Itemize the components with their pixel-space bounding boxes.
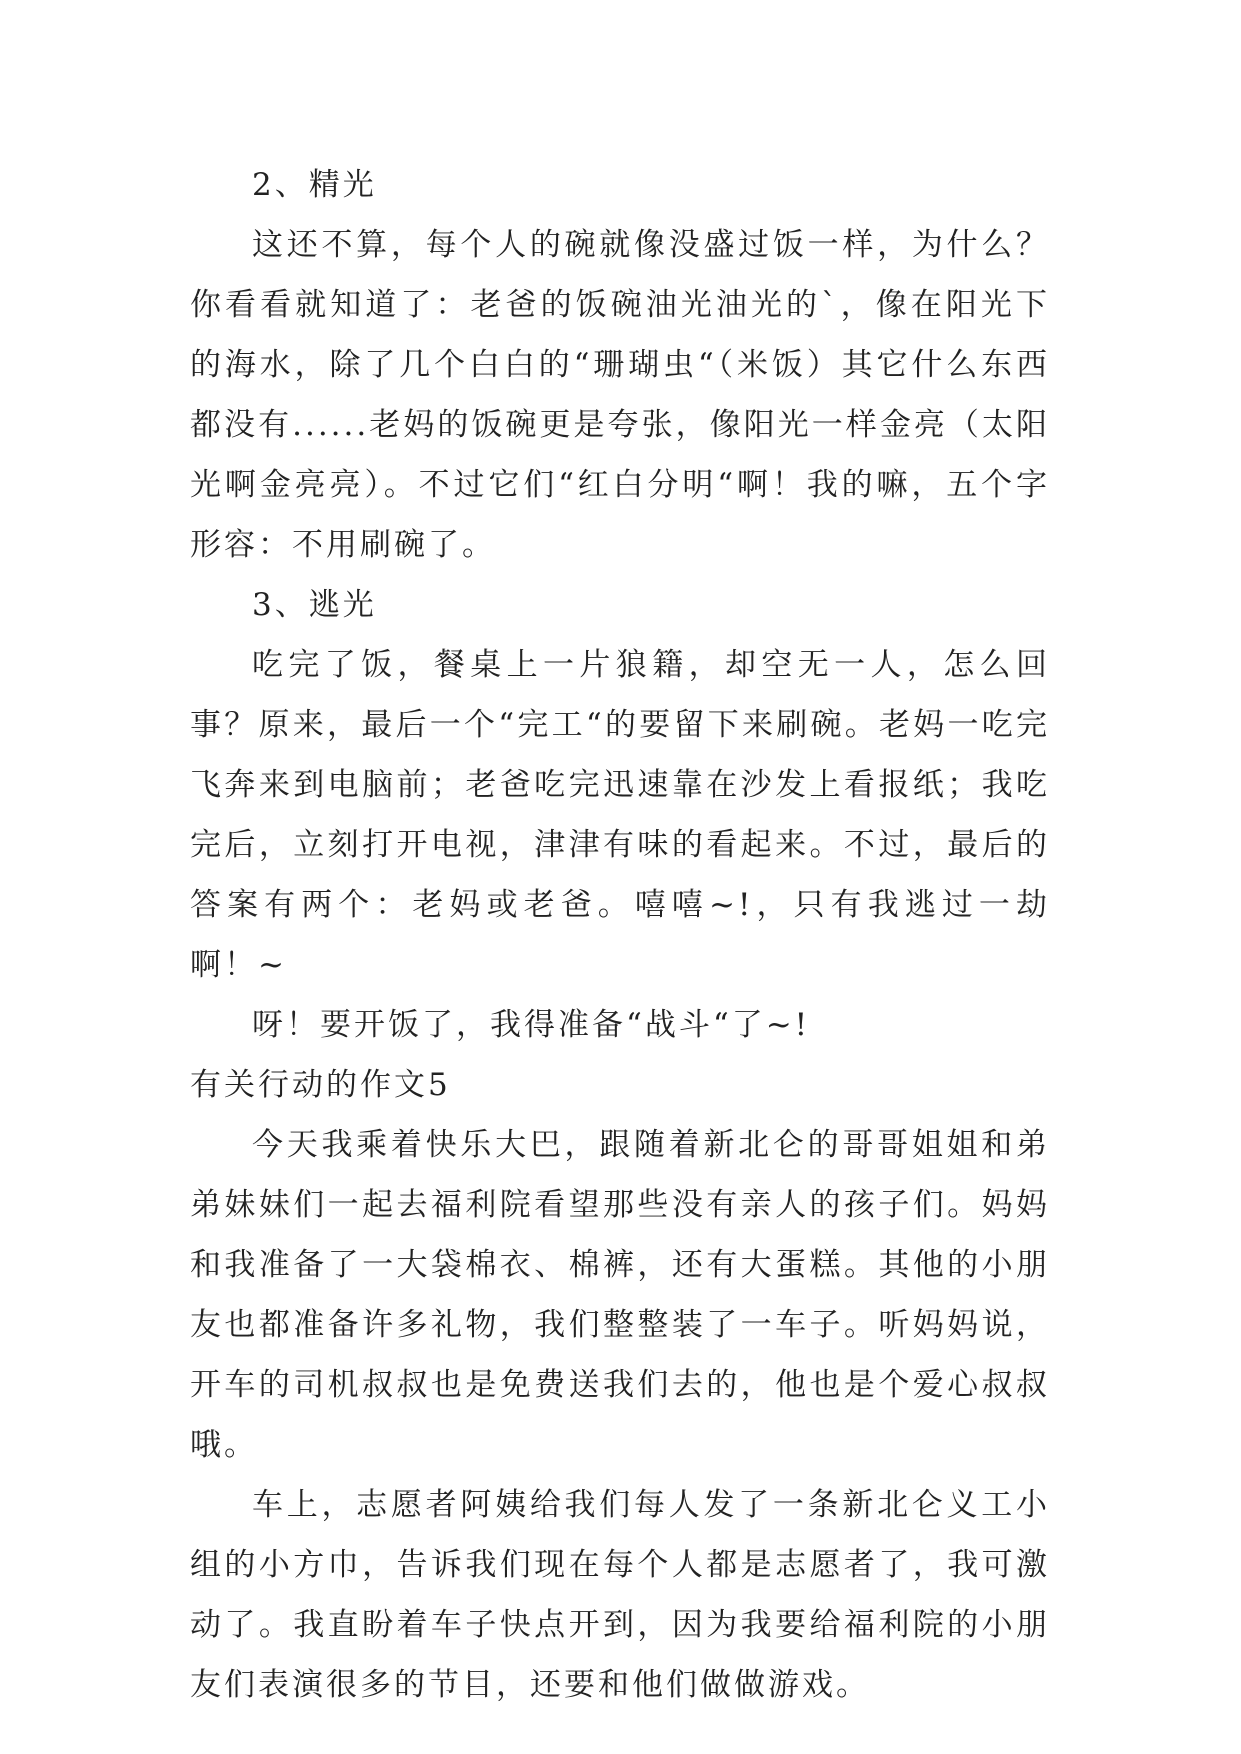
section-heading: 3、逃光	[252, 587, 377, 623]
paragraph: 呀！要开饭了，我得准备“战斗“了~!	[252, 1007, 811, 1043]
paragraph: 今天我乘着快乐大巴，跟随着新北仑的哥哥姐姐和弟弟妹妹们一起去福利院看望那些没有亲人的孩子们。妈妈和我准备了一大袋棉衣、棉裤，还有大蛋糕。其他的小朋友也都准备许多礼物，我们整整装了一车子。听妈妈说，开车的司机叔叔也是免费送我们去的，他也是个爱心叔叔哦。	[190, 1127, 1050, 1463]
section-heading: 2、精光	[252, 167, 377, 203]
paragraph: 吃完了饭，餐桌上一片狼籍，却空无一人，怎么回事？原来，最后一个“完工“的要留下来刷碗。老妈一吃完飞奔来到电脑前；老爸吃完迅速靠在沙发上看报纸；我吃完后，立刻打开电视，津津有味的看起来。不过，最后的答案有两个：老妈或老爸。嘻嘻~!，只有我逃过一劫啊！~	[190, 647, 1050, 983]
paragraph: 这还不算，每个人的碗就像没盛过饭一样，为什么？你看看就知道了：老爸的饭碗油光油光的`，像在阳光下的海水，除了几个白白的“珊瑚虫“（米饭）其它什么东西都没有......老妈的饭碗更是夸张，像阳光一样金亮（太阳光啊金亮亮）。不过它们“红白分明“啊！我的嘛，五个字形容：不用刷碗了。	[190, 227, 1050, 563]
essay-title: 有关行动的作文5	[190, 1067, 451, 1103]
paragraph: 车上，志愿者阿姨给我们每人发了一条新北仑义工小组的小方巾，告诉我们现在每个人都是志愿者了，我可激动了。我直盼着车子快点开到，因为我要给福利院的小朋友们表演很多的节目，还要和他们做做游戏。	[190, 1487, 1050, 1703]
document-body	[190, 155, 1050, 1715]
